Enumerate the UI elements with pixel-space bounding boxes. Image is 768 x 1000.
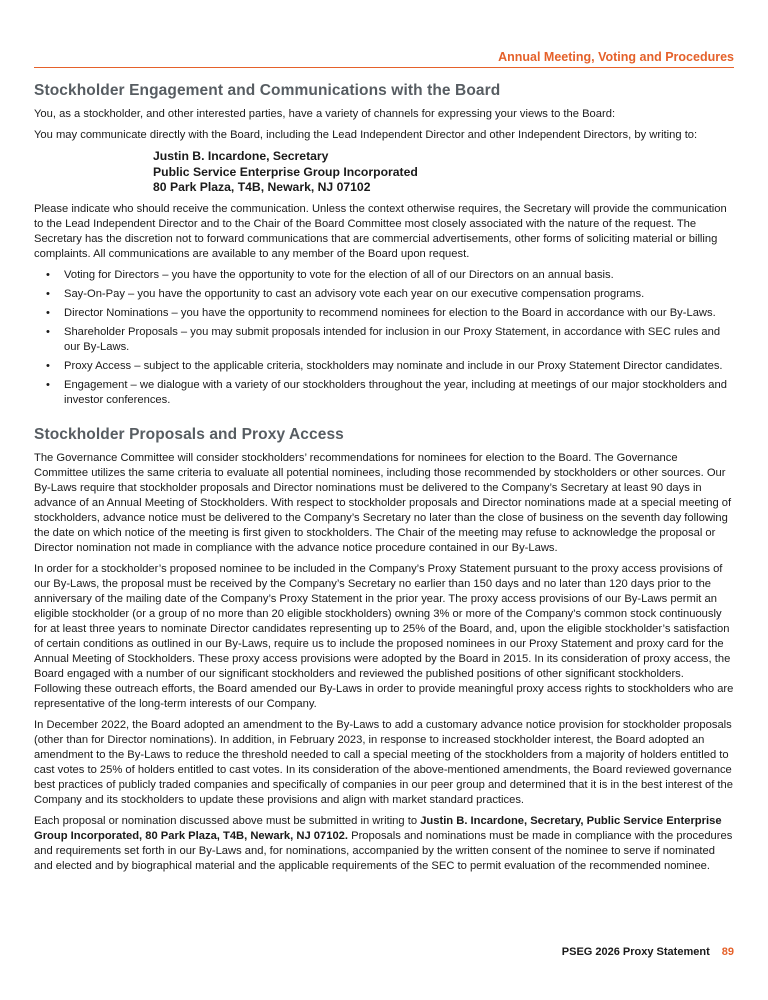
submission-text-prefix: Each proposal or nomination discussed above must be submitted in writing to [34,814,421,827]
page-number: 89 [721,946,734,958]
list-item-text: Engagement – we dialogue with a variety of our stockholders throughout the year, including at meetings of our major stockholders and investor conferences. [64,378,727,406]
list-item [34,378,734,408]
page-content [34,82,734,880]
bullet-icon: • [46,306,50,319]
list-item [34,306,734,321]
submission-address-bold: Justin B. Incardone, Secretary, Public Service Enterprise Group Incorporated, 80 Park Plaza, T4B, Newark, NJ 07102. [34,814,722,842]
header-divider [34,67,734,68]
address-line-name: Justin B. Incardone, Secretary [153,149,329,163]
bullet-icon: • [46,325,50,338]
page-footer [562,946,734,958]
section-spacer [34,418,734,426]
list-item [34,325,734,355]
bullet-icon: • [46,268,50,281]
secretary-address [153,149,734,196]
list-item [34,287,734,302]
engagement-channels-list [34,268,734,408]
paragraph-write-to-board: You may communicate directly with the Board, including the Lead Independent Director and other Independent Directors, by writing to: [34,129,698,141]
list-item [34,359,734,374]
list-item [34,268,734,283]
paragraph-communication-routing: Please indicate who should receive the communication. Unless the context otherwise requires, the Secretary will provide the communication to the Lead Independent Director and to the Chair of the Board Committee most closely associated with the nature of the request. The Secretary has the discretion not to forward communications that are commercial advertisements, other forms of soliciting material or billing complaints. All communications are available to any member of the Board upon request. [34,202,727,260]
address-line-street: 80 Park Plaza, T4B, Newark, NJ 07102 [153,180,371,194]
running-header: Annual Meeting, Voting and Procedures [498,50,734,64]
paragraph-submission-instructions [34,814,734,874]
paragraph-bylaw-amendments: In December 2022, the Board adopted an amendment to the By-Laws to add a customary advance notice provision for stockholder proposals (other than for Director nominations). In addition, in February 2023, in response to increased stockholder interest, the Board adopted an amendment to the By-Laws to reduce the threshold needed to call a special meeting of the stockholders from a majority of holders entitled to cast votes to 25% of holders entitled to cast votes. In its consideration of the above-mentioned amendments, the Board reviewed governance best practices of publicly traded companies and specifically of companies in our peer group and determined that it is in the best interest of the Company and its stockholders to update these provisions and align with market standard practices. [34,718,733,806]
page [34,0,734,1000]
section-heading-engagement: Stockholder Engagement and Communications with the Board [34,82,501,99]
section-heading-proxy-access: Stockholder Proposals and Proxy Access [34,425,344,443]
paragraph-proxy-access-provisions: In order for a stockholder’s proposed nominee to be included in the Company’s Proxy Statement pursuant to the proxy access provisions of our By-Laws, the proposal must be received by the Company’s Secretary no earlier than 150 days and no later than 120 days prior to the anniversary of the mailing date of the Company’s Proxy Statement in the prior year. The proxy access provisions of our By-Laws permit an eligible stockholder (or a group of no more than 20 eligible stockholders) owning 3% or more of the Company’s common stock continuously for at least three years to nominate Director candidates representing up to 25% of the Board, and, upon the eligible stockholder’s satisfaction of certain conditions as outlined in our By-Laws, require us to include the proposed nominees in our Proxy Statement and proxy card for the Annual Meeting of Stockholders. These proxy access provisions were adopted by the Board in 2015. In its consideration of proxy access, the Board engaged with a number of our significant stockholders and reviewed the published positions of other significant stockholders. Following these outreach efforts, the Board amended our By-Laws in order to provide meaningful proxy access rights to stockholders who are representative of the long-term interests of our Company. [34,562,734,710]
list-item-text: Shareholder Proposals – you may submit proposals intended for inclusion in our Proxy Statement, in accordance with SEC rules and our By-Laws. [64,325,721,353]
paragraph-channels-intro: You, as a stockholder, and other interested parties, have a variety of channels for expressing your views to the Board: [34,108,616,120]
bullet-icon: • [46,287,50,300]
list-item-text: Director Nominations – you have the opportunity to recommend nominees for election to the Board in accordance with our By-Laws. [64,306,716,319]
list-item-text: Proxy Access – subject to the applicable criteria, stockholders may nominate and include in our Proxy Statement Director candidates. [64,359,723,372]
bullet-icon: • [46,359,50,372]
submission-text-suffix: Proposals and nominations must be made in compliance with the procedures and requirements set forth in our By-Laws and, for nominations, accompanied by the written consent of the nominee to serve if nominated and elected and by biographical material and the applicable requirements of the SEC to permit evaluation of the recommended nominee. [34,829,733,872]
list-item-text: Say-On-Pay – you have the opportunity to cast an advisory vote each year on our executive compensation programs. [64,287,645,300]
footer-document-title: PSEG 2026 Proxy Statement [561,946,710,958]
bullet-icon: • [46,378,50,391]
address-line-company: Public Service Enterprise Group Incorporated [153,164,418,179]
paragraph-governance-committee: The Governance Committee will consider stockholders’ recommendations for nominees for election to the Board. The Governance Committee utilizes the same criteria to evaluate all potential nominees, including those recommended by stockholders or other sources. Our By-Laws require that stockholder proposals and Director nominations must be delivered to the Company’s Secretary at least 90 days in advance of an Annual Meeting of Stockholders. With respect to stockholder proposals and Director nominations made at a special meeting of stockholders, advance notice must be delivered to the Company’s Secretary no later than the close of business on the seventh day following the date on which notice of the meeting is first given to stockholders. The Chair of the meeting may refuse to acknowledge the proposal or Director nomination not made in compliance with the advance notice procedure contained in our By-Laws. [34,451,732,554]
list-item-text: Voting for Directors – you have the opportunity to vote for the election of all of our Directors on an annual basis. [64,268,614,281]
